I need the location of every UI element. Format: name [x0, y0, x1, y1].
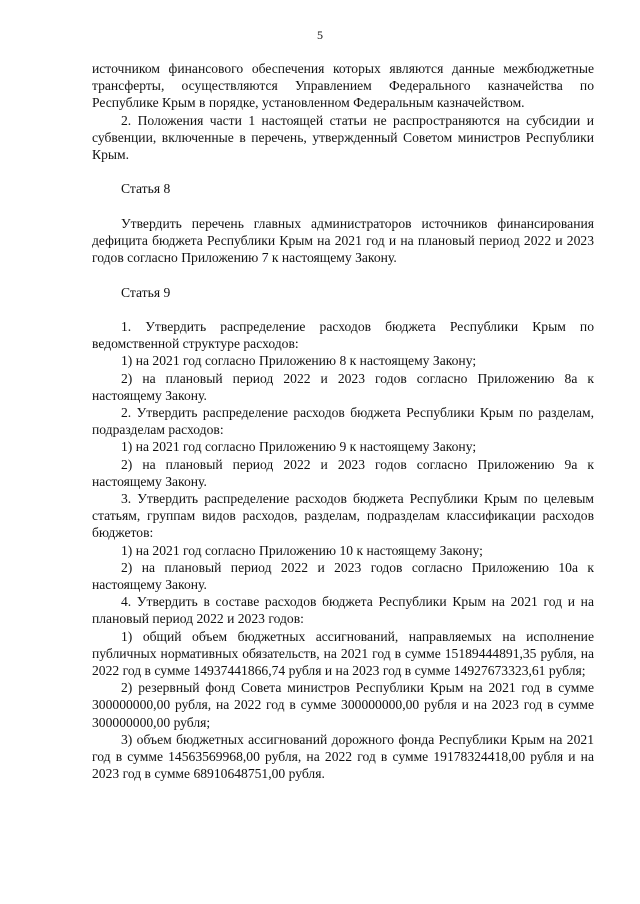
paragraph: 2. Утвердить распределение расходов бюджета Республики Крым по разделам, подразделам расходов:	[92, 405, 594, 438]
paragraph-spacer	[92, 163, 594, 180]
paragraph: 1) общий объем бюджетных ассигнований, направляемых на исполнение публичных нормативных обязательств, на 2021 год в сумме 15189444891,35 рубля, на 2022 год в сумме 14937441866,74 рубля и на 2023 год в сумме 14927673323,61 рубля;	[92, 628, 594, 679]
document-body	[92, 60, 594, 782]
paragraph: 3) объем бюджетных ассигнований дорожного фонда Республики Крым на 2021 год в сумме 14563569968,00 рубля, на 2022 год в сумме 19178324418,00 рубля и на 2023 год в сумме 68910648751,00 рубля.	[92, 731, 594, 782]
article-heading: Статья 9	[121, 284, 171, 300]
paragraph: 3. Утвердить распределение расходов бюджета Республики Крым по целевым статьям, группам видов расходов, разделам, подразделам классификации расходов бюджетов:	[92, 491, 594, 541]
paragraph: 1) на 2021 год согласно Приложению 8 к настоящему Закону;	[121, 353, 477, 369]
paragraph: 2) резервный фонд Совета министров Республики Крым на 2021 год в сумме 300000000,00 рубля, на 2022 год в сумме 300000000,00 рубля и на 2023 год в сумме 300000000,00 рубля;	[92, 680, 594, 730]
paragraph: 2) на плановый период 2022 и 2023 годов согласно Приложению 9а к настоящему Закону.	[92, 456, 594, 489]
paragraph: 1. Утвердить распределение расходов бюджета Республики Крым по ведомственной структуре расходов:	[92, 318, 594, 352]
paragraph-spacer	[92, 198, 594, 215]
paragraph-spacer	[92, 266, 594, 283]
paragraph: 2. Положения части 1 настоящей статьи не распространяются на субсидии и субвенции, включенные в перечень, утвержденный Советом министров Республики Крым.	[92, 112, 594, 163]
page-number: 5	[317, 28, 323, 42]
paragraph-spacer	[92, 301, 594, 318]
paragraph: 1) на 2021 год согласно Приложению 9 к настоящему Закону;	[121, 439, 477, 455]
paragraph: 2) на плановый период 2022 и 2023 годов согласно Приложению 8а к настоящему Закону.	[92, 370, 594, 403]
paragraph: 2) на плановый период 2022 и 2023 годов согласно Приложению 10а к настоящему Закону.	[92, 559, 594, 593]
paragraph: источником финансового обеспечения которых являются данные межбюджетные трансферты, осуществляются Управлением Федерального казначейства по Республике Крым в порядке, установленном Федеральным казначейством.	[92, 61, 594, 111]
paragraph: 1) на 2021 год согласно Приложению 10 к настоящему Закону;	[121, 542, 483, 558]
paragraph: 4. Утвердить в составе расходов бюджета Республики Крым на 2021 год и на плановый период 2022 и 2023 годов:	[92, 594, 594, 627]
paragraph: Утвердить перечень главных администраторов источников финансирования дефицита бюджета Республики Крым на 2021 год и на плановый период 2022 и 2023 годов согласно Приложению 7 к настоящему Закону.	[92, 215, 594, 266]
article-heading: Статья 8	[121, 181, 171, 197]
